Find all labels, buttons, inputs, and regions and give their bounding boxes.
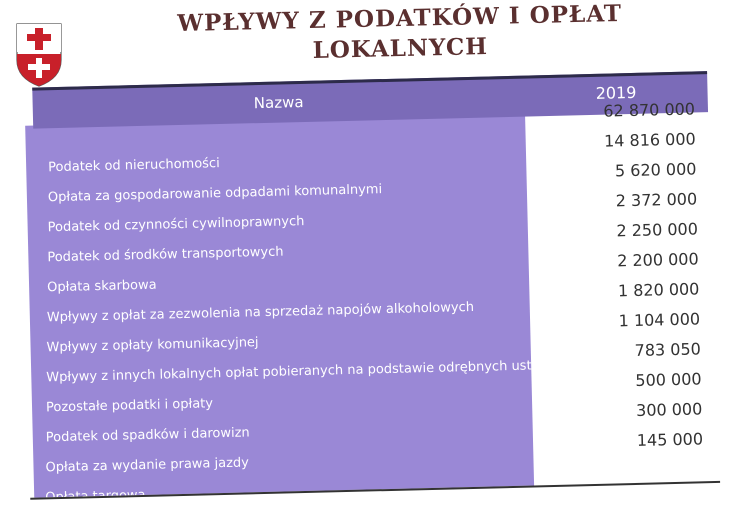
row-label: Opłata skarbowa xyxy=(46,277,157,296)
row-label: Wpływy z opłaty komunikacyjnej xyxy=(46,335,259,356)
title-line-1: WPŁYWY Z PODATKÓW I OPŁAT xyxy=(176,0,623,38)
row-label: Podatek od czynności cywilnoprawnych xyxy=(47,213,305,236)
row-value: 2 372 000 xyxy=(615,189,698,211)
row-label: Wpływy z opłat za zezwolenia na sprzedaż napojów alkoholowych xyxy=(46,299,475,326)
table-rows xyxy=(17,99,720,506)
row-label: Podatek od nieruchomości xyxy=(48,156,220,176)
row-label: Podatek od środków transportowych xyxy=(47,244,284,266)
row-value: 5 620 000 xyxy=(614,159,697,181)
header-name: Nazwa xyxy=(253,92,304,113)
row-label: Opłata za wydanie prawa jazdy xyxy=(45,455,250,476)
row-value: 2 250 000 xyxy=(616,219,699,241)
row-value: 500 000 xyxy=(635,369,702,390)
row-value: 1 820 000 xyxy=(617,279,700,301)
row-value: 2 200 000 xyxy=(616,249,699,271)
row-label: Wpływy z innych lokalnych opłat pobieranych na podstawie odrębnych ustaw xyxy=(46,358,551,386)
page-title xyxy=(149,0,650,70)
row-value: 300 000 xyxy=(635,399,703,420)
header-year: 2019 xyxy=(595,82,637,103)
tax-table xyxy=(16,61,720,498)
row-value: 145 000 xyxy=(636,429,704,450)
title-line-2: LOKALNYCH xyxy=(312,33,489,64)
row-label: Pozostałe podatki i opłaty xyxy=(45,396,214,416)
row-value: 1 104 000 xyxy=(618,309,701,331)
row-value: 783 050 xyxy=(634,339,702,360)
row-value: 62 870 000 xyxy=(603,99,696,121)
row-value: 14 816 000 xyxy=(603,129,696,151)
row-label: Opłata za gospodarowanie odpadami komunalnymi xyxy=(47,182,383,206)
row-label: Podatek od spadków i darowizn xyxy=(45,425,250,446)
